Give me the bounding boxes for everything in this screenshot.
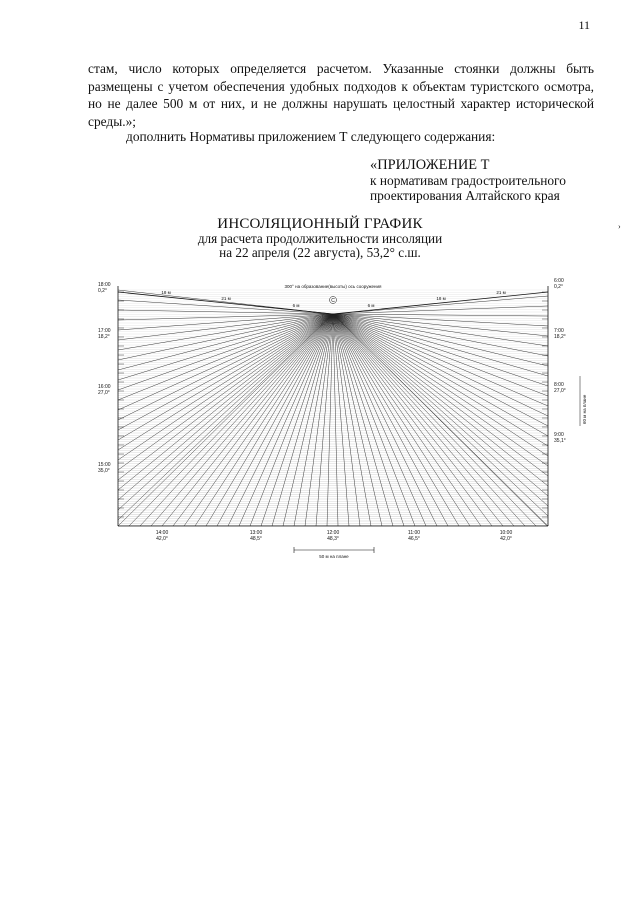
chart-title — [0, 216, 640, 260]
bottom-time-label: 13:00 — [249, 530, 263, 536]
height-label: 21 м — [496, 289, 506, 295]
ray-line — [333, 314, 548, 426]
ray-line — [162, 314, 333, 526]
ray-line — [327, 314, 333, 526]
ray-line — [333, 314, 415, 526]
bottom-scale-caption: 50 м на плане — [319, 554, 349, 559]
left-time-label: 18:00 — [98, 282, 111, 288]
right-angle-label: 35,1° — [554, 438, 566, 444]
body-paragraph-amendment: дополнить Нормативы приложением Т следующего содержания: — [126, 129, 496, 144]
ray-line — [118, 314, 333, 490]
bottom-time-label: 10:00 — [499, 530, 513, 536]
insolation-chart-svg — [96, 274, 596, 570]
bottom-time-label: 12:00 — [326, 530, 340, 536]
ray-line — [333, 314, 548, 456]
right-angle-label: 18,2° — [554, 334, 566, 340]
appendix-subtitle-line: к нормативам градостроительного — [370, 173, 566, 188]
north-label: С — [331, 298, 335, 304]
ray-line — [333, 306, 548, 314]
ray-line — [333, 314, 514, 526]
left-time-label: 16:00 — [98, 384, 111, 390]
ray-line — [228, 314, 333, 526]
ray-line — [333, 314, 393, 526]
ray-line — [118, 314, 333, 470]
chart-title-main: ИНСОЛЯЦИОННЫЙ ГРАФИК — [217, 216, 423, 232]
left-time-label: 17:00 — [98, 328, 111, 334]
ray-line — [333, 314, 548, 466]
ray-line — [333, 314, 503, 526]
height-label: 6 м — [367, 303, 375, 309]
right-angle-label: 0,2° — [554, 284, 563, 290]
ray-line — [118, 314, 333, 380]
left-angle-label: 0,2° — [98, 288, 107, 294]
ray-line — [195, 314, 333, 526]
height-label: 21 м — [221, 296, 231, 302]
ray-line — [316, 314, 333, 526]
ray-line — [118, 314, 333, 450]
ray-line — [333, 314, 470, 526]
bottom-time-label: 14:00 — [155, 530, 169, 536]
right-time-label: 6:00 — [554, 278, 564, 284]
bottom-angle-label: 46,5° — [408, 536, 420, 542]
bottom-angle-label: 48,3° — [327, 536, 339, 542]
ray-line — [118, 314, 333, 526]
insolation-chart — [96, 274, 596, 570]
ray-line — [118, 314, 333, 320]
top-caption: 300° на образование(высоты) ось сооружения — [284, 284, 382, 289]
ray-line — [118, 314, 333, 430]
right-time-label: 8:00 — [554, 382, 564, 388]
ray-line — [217, 314, 333, 526]
height-label: 6 м — [292, 303, 300, 309]
appendix-title: «ПРИЛОЖЕНИЕ Т — [370, 157, 490, 173]
ray-line — [261, 314, 333, 526]
left-angle-label: 35,0° — [98, 468, 110, 474]
ray-line — [333, 314, 382, 526]
right-scale-caption: 60 м на плане — [582, 394, 587, 424]
ray-line — [118, 314, 333, 440]
ray-line — [333, 314, 448, 526]
ray-line — [333, 314, 426, 526]
left-angle-label: 18,2° — [98, 334, 110, 340]
chart-title-date: на 22 апреля (22 августа), 53,2° с.ш. — [219, 245, 421, 260]
chart-title-sub: для расчета продолжительности инсоляции — [197, 231, 443, 246]
ray-line — [151, 314, 333, 526]
page-number: 11 — [578, 18, 590, 32]
ray-line — [333, 314, 548, 396]
ray-line — [333, 314, 492, 526]
appendix-subtitle-line: проектирования Алтайского края — [370, 188, 560, 203]
stray-mark: › — [618, 222, 621, 231]
ray-line — [118, 314, 333, 510]
left-time-label: 15:00 — [98, 462, 111, 468]
height-label: 18 м — [161, 289, 171, 295]
appendix-heading — [370, 158, 566, 203]
bottom-angle-label: 42,0° — [500, 536, 512, 542]
right-time-label: 9:00 — [554, 432, 564, 438]
right-angle-label: 27,0° — [554, 388, 566, 394]
ray-line — [333, 314, 548, 416]
ray-line — [140, 314, 333, 526]
bottom-time-label: 11:00 — [407, 530, 421, 536]
left-angle-label: 27,0° — [98, 390, 110, 396]
ray-line — [184, 314, 333, 526]
ray-line — [118, 314, 333, 390]
ray-line — [283, 314, 333, 526]
right-time-label: 7:00 — [554, 328, 564, 334]
bottom-angle-label: 42,0° — [156, 536, 168, 542]
bottom-angle-label: 48,5° — [250, 536, 262, 542]
body-paragraph: стам, число которых определяется расчетом. Указанные стоянки должны быть размещены с учетом обеспечения удобных подходов к объектам туристского осмотра, но не далее 500 м от них, и не должны нарушать целостный характер исторической среды.»; — [88, 61, 594, 129]
height-label: 18 м — [436, 295, 446, 301]
ray-line — [206, 314, 333, 526]
